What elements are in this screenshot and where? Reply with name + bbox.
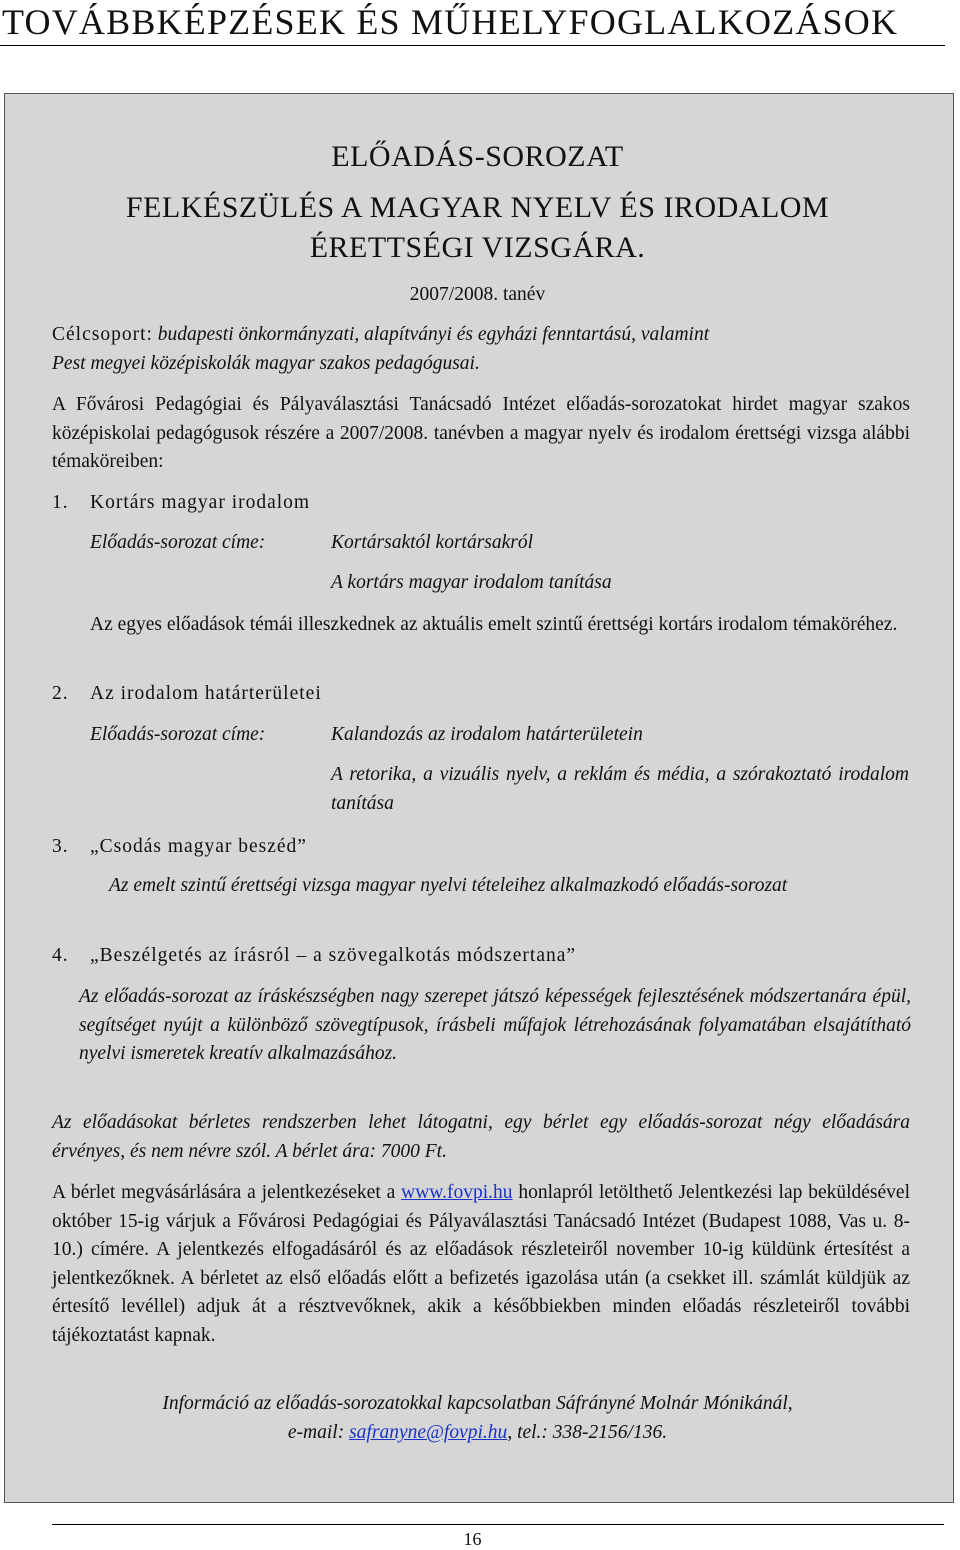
email-label: e-mail: (287, 1422, 345, 1443)
topic-1-note: Az egyes előadások témái illeszkednek az aktuális emelt szintű érettségi kortárs irodalom témaköréhez. (90, 614, 898, 635)
topic-3-number: 3. (52, 836, 69, 857)
topic-4-note: Az előadás-sorozat az íráskészségben nagy szerepet játszó képességek fejlesztésének módszertanára épül, segítséget nyújt a különböző szövegtípusok, írásbeli műfajok létrehozásának folyamatában elsajátítható nyelvi ismeretek kreatív alkalmazásához. (79, 986, 911, 1064)
box-title-line3: ÉRETTSÉGI VIZSGÁRA. (309, 231, 646, 264)
box-title-line1: ELŐADÁS-SOROZAT (331, 140, 624, 173)
box-title-line2: FELKÉSZÜLÉS A MAGYAR NYELV ÉS IRODALOM (125, 191, 830, 224)
contact-line-1: Információ az előadás-sorozatokkal kapcsolatban Sáfrányné Molnár Mónikánál, (162, 1393, 793, 1414)
school-year: 2007/2008. tanév (409, 284, 546, 305)
registration-before-link: A bérlet megvásárlására a jelentkezéseket a (52, 1182, 396, 1203)
phone-text: , tel.: 338-2156/136. (507, 1422, 668, 1443)
topic-3-note: Az emelt szintű érettségi vizsga magyar nyelvi tételeihez alkalmazkodó előadás-sorozat (109, 875, 788, 896)
topic-1-series-subtitle: A kortárs magyar irodalom tanítása (331, 572, 612, 593)
target-label: Célcsoport: (52, 324, 153, 345)
topic-4-number: 4. (52, 945, 69, 966)
target-text-1: budapesti önkormányzati, alapítványi és egyházi fenntartású, valamint (157, 324, 710, 345)
topic-3-title: „Csodás magyar beszéd” (90, 836, 307, 857)
topic-2-series-subtitle: A retorika, a vizuális nyelv, a reklám és média, a szórakoztató irodalom tanítása (331, 764, 909, 814)
email-link[interactable]: safranyne@fovpi.hu (349, 1422, 508, 1443)
topic-1-number: 1. (52, 492, 69, 513)
pass-info: Az előadásokat bérletes rendszerben lehet látogatni, egy bérlet egy előadás-sorozat négy előadására érvényes, és nem névre szól. A bérlet ára: 7000 Ft. (52, 1112, 910, 1162)
registration-paragraph (52, 1179, 910, 1350)
footer-divider (52, 1524, 944, 1525)
topic-2-number: 2. (52, 683, 69, 704)
section-title: TOVÁBBKÉPZÉSEK ÉS MŰHELYFOGLALKOZÁSOK (2, 2, 899, 42)
target-text-2: Pest megyei középiskolák magyar szakos pedagógusai. (52, 352, 480, 374)
topic-1-series-title: Kortársaktól kortársakról (331, 532, 534, 553)
page-header (0, 0, 945, 44)
target-group (52, 321, 912, 378)
header-divider (0, 45, 945, 46)
topic-4-title: „Beszélgetés az írásról – a szövegalkotás módszertana” (90, 945, 577, 966)
contact-line-2 (5, 1419, 950, 1448)
topic-1-series-label: Előadás-sorozat címe: (90, 532, 266, 553)
topic-2-title: Az irodalom határterületei (90, 683, 322, 704)
intro-paragraph: A Fővárosi Pedagógiai és Pályaválasztási Tanácsadó Intézet előadás-sorozatokat hirdet magyar szakos középiskolai pedagógusok részére a 2007/2008. tanévben a magyar nyelv és irodalom érettségi vizsga alábbi témaköreiben: (52, 394, 910, 472)
topic-1-title: Kortárs magyar irodalom (90, 492, 311, 513)
topic-2-series-title: Kalandozás az irodalom határterületein (331, 724, 643, 745)
website-link[interactable]: www.fovpi.hu (401, 1182, 513, 1203)
announcement-box (4, 93, 954, 1503)
registration-after-link: honlapról letölthető Jelentkezési lap beküldésével október 15-ig várjuk a Fővárosi Pedagógiai és Pályaválasztási Tanácsadó Intézet (Budapest 1088, Vas u. 8-10.) címére. A jelentkezés elfogadásáról és az előadások részleteiről november 10-ig küldünk értesítést a jelentkezőknek. A bérletet az első előadás előtt a befizetés igazolása után (a csekket ill. számlát küldjük az értesítő levéllel) adjuk át a résztvevőknek, akik a későbbiekben minden előadás részleteiről további tájékoztatást kapnak. (52, 1182, 910, 1346)
topic-2-series-label: Előadás-sorozat címe: (90, 724, 266, 745)
page-number: 16 (463, 1529, 482, 1549)
